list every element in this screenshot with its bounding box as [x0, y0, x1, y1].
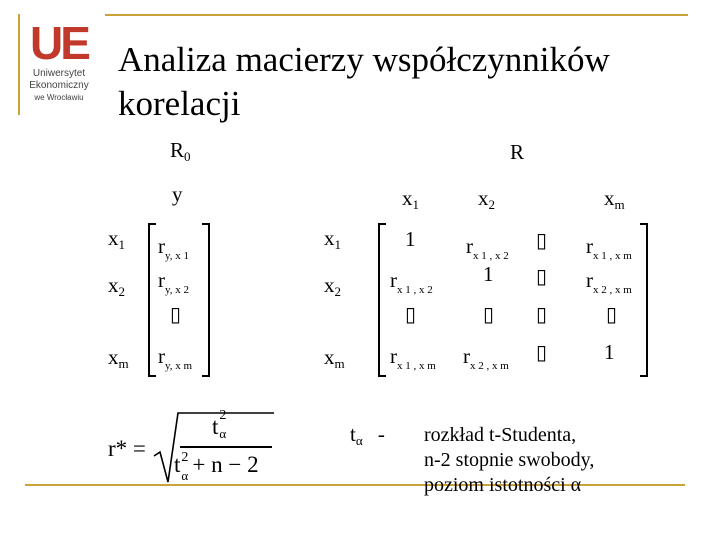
r-cell-m-1-base: r: [390, 344, 397, 368]
row-label-left-m-sub: m: [118, 356, 129, 371]
r0-label-sub: 0: [184, 149, 191, 164]
r-bracket-left: [378, 223, 386, 377]
den-t: t: [174, 452, 181, 477]
r-cell-3-3-ellipsis: ▯: [536, 304, 548, 326]
critical-value-formula: [108, 408, 283, 488]
col-header-m-base: x: [604, 186, 615, 210]
col-header-1-base: x: [402, 186, 413, 210]
row-label-left-2: [108, 273, 125, 300]
col-header-m: [604, 186, 625, 213]
col-header-m-sub: m: [614, 197, 625, 212]
slide-title: Analiza macierzy współczynników korelacji: [118, 40, 610, 123]
r0-cell-2-sub: y, x 2: [165, 284, 190, 296]
row-label-right-1: [324, 226, 341, 253]
description-line-1: rozkład t-Studenta,: [424, 424, 577, 446]
r-cell-1-2: [466, 234, 509, 262]
description-block: [424, 423, 594, 498]
r-cell-1-1: 1: [405, 227, 416, 251]
r0-bracket-right: [202, 223, 210, 377]
row-label-left-2-base: x: [108, 273, 119, 297]
col-header-1: [402, 186, 419, 213]
row-label-left-2-sub: 2: [118, 284, 125, 299]
r-cell-m-1: [390, 344, 436, 372]
den-sup: 2: [181, 450, 189, 465]
r-cell-m-2: [463, 344, 509, 372]
r-label: R: [510, 140, 525, 164]
t-alpha-sub: α: [355, 433, 363, 448]
r-cell-1-2-sub: x 1 , x 2: [473, 250, 509, 262]
r-cell-2-1: [390, 268, 433, 296]
r0-cell-4: [158, 344, 192, 372]
r-cell-2-3-ellipsis: ▯: [536, 266, 548, 288]
r-cell-2-2: 1: [483, 262, 494, 286]
r-cell-m-3-ellipsis: ▯: [536, 342, 548, 364]
r-cell-m-1-sub: x 1 , x m: [397, 360, 436, 372]
row-label-right-2: [324, 273, 341, 300]
r0-cell-4-sub: y, x m: [165, 360, 193, 372]
row-label-right-2-sub: 2: [334, 284, 341, 299]
r-cell-1-m-base: r: [586, 234, 593, 258]
header-y: y: [172, 182, 183, 206]
row-label-right-2-base: x: [324, 273, 335, 297]
fraction-bar: [180, 446, 272, 448]
num-sup: 2: [219, 408, 227, 423]
r-cell-1-m: [586, 234, 632, 262]
formula-numerator: [212, 408, 227, 441]
formula-denominator: [174, 450, 259, 483]
logo-line-2: Ekonomiczny: [29, 80, 89, 91]
r-cell-2-m-sub: x 2 , x m: [593, 284, 632, 296]
r-cell-m-2-base: r: [463, 344, 470, 368]
row-label-left-m-base: x: [108, 345, 119, 369]
r0-cell-1-sub: y, x 1: [165, 250, 190, 262]
r-bracket-right: [640, 223, 648, 377]
den-sub: α: [181, 468, 189, 483]
r-cell-2-m: [586, 268, 632, 296]
r0-cell-1: [158, 234, 189, 262]
row-label-left-m: [108, 345, 129, 372]
r-cell-m-2-sub: x 2 , x m: [470, 360, 509, 372]
r0-bracket-left: [148, 223, 156, 377]
col-header-2: [478, 186, 495, 213]
t-alpha-label: [350, 422, 385, 449]
description-line-2: n-2 stopnie swobody,: [424, 449, 595, 471]
r0-label-base: R: [170, 138, 185, 162]
den-rest: + n − 2: [192, 452, 259, 477]
col-header-2-base: x: [478, 186, 489, 210]
r-cell-m-m: 1: [604, 340, 615, 364]
r-cell-1-2-base: r: [466, 234, 473, 258]
num-t: t: [212, 414, 219, 439]
r-cell-2-1-sub: x 1 , x 2: [397, 284, 433, 296]
top-rule: [105, 14, 688, 16]
r0-label: [170, 138, 191, 165]
row-label-right-m-base: x: [324, 345, 335, 369]
r0-cell-3-ellipsis: ▯: [170, 304, 182, 326]
r-cell-2-1-base: r: [390, 268, 397, 292]
r-cell-3-2-ellipsis: ▯: [483, 304, 495, 326]
description-line-3: poziom istotności α: [424, 474, 582, 496]
university-logo: [22, 18, 96, 114]
r-cell-1-m-sub: x 1 , x m: [593, 250, 632, 262]
logo-letters: UE: [30, 17, 88, 69]
num-sub: α: [219, 426, 227, 441]
col-header-1-sub: 1: [412, 197, 419, 212]
col-header-2-sub: 2: [488, 197, 495, 212]
row-label-right-m: [324, 345, 345, 372]
row-label-right-1-sub: 1: [334, 237, 341, 252]
r0-cell-2-base: r: [158, 268, 165, 292]
r0-cell-1-base: r: [158, 234, 165, 258]
r0-cell-2: [158, 268, 189, 296]
logo-line-3: we Wrocławiu: [34, 93, 84, 102]
r-cell-1-3-ellipsis: ▯: [536, 230, 548, 252]
left-rule: [18, 14, 20, 115]
r-cell-3-1-ellipsis: ▯: [405, 304, 417, 326]
r-cell-3-m-ellipsis: ▯: [606, 304, 618, 326]
row-label-left-1-sub: 1: [118, 237, 125, 252]
r-cell-2-m-base: r: [586, 268, 593, 292]
r0-cell-4-base: r: [158, 344, 165, 368]
logo-line-1: Uniwersytet: [32, 68, 86, 79]
row-label-left-1: [108, 226, 125, 253]
formula-lhs: r* =: [108, 436, 146, 461]
t-alpha-t: t: [350, 422, 356, 446]
row-label-right-1-base: x: [324, 226, 335, 250]
row-label-left-1-base: x: [108, 226, 119, 250]
row-label-right-m-sub: m: [334, 356, 345, 371]
t-alpha-dash: -: [377, 422, 385, 446]
